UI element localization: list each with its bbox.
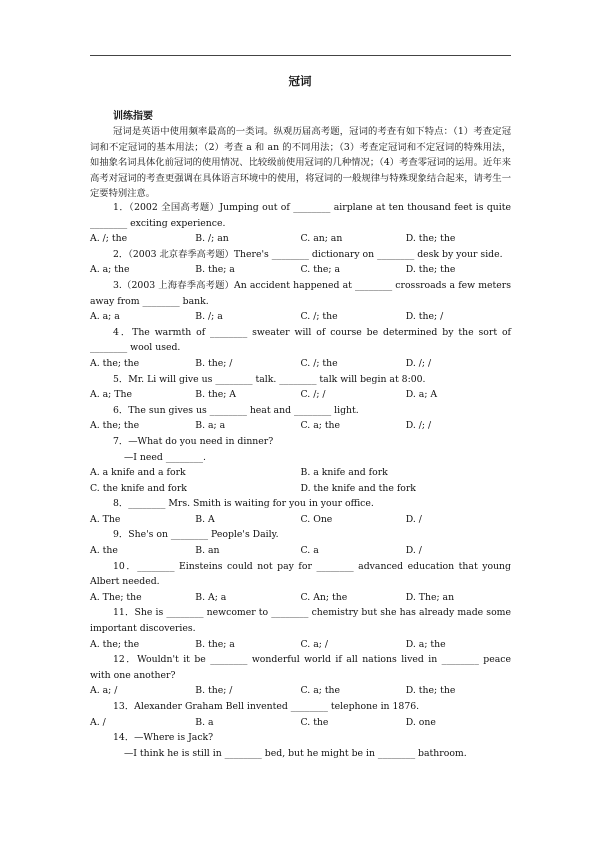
dialog-line: —I need ________. xyxy=(124,451,206,463)
answer-option: B. the; a xyxy=(195,638,235,650)
question-stem: 2．（2003 北京春季高考题）There's ________ dictionary on ________ desk by your side. xyxy=(113,248,503,260)
question-item xyxy=(90,372,511,403)
intro-text: 冠词是英语中使用频率最高的一类词。纵观历届高考题，冠词的考查有如下特点：（1）考查定冠词和不定冠词的基本用法；（2）考查 a 和 an 的不同用法；（3）考查定冠词和不定冠词的特殊用法，如抽象名词具体化前冠词的使用情况、比较级前使用冠词的几种情况；（4）考查零冠词的运用。近年来高考对冠词的考查更强调在具体语言环境中的使用，将冠词的一般规律与特殊现象结合起来，请考生一定要特别注意。 xyxy=(90,126,511,200)
answer-option: A. the; the xyxy=(90,420,140,432)
section-heading: 训练指要 xyxy=(113,111,153,122)
answer-option: C. a; the xyxy=(300,685,341,697)
question-item xyxy=(90,247,511,278)
answer-option: B. a xyxy=(195,716,214,728)
answer-option: A. /; the xyxy=(90,233,128,245)
answer-option: A. a; The xyxy=(90,389,132,401)
intro-paragraph xyxy=(90,124,511,202)
question-item xyxy=(90,730,511,761)
option-row xyxy=(90,683,511,699)
option-row xyxy=(90,465,511,496)
option-row xyxy=(90,387,511,403)
dialog-line: —I think he is still in ________ bed, but he might be in ________ bathroom. xyxy=(124,747,467,759)
answer-option: D. a; the xyxy=(405,638,446,650)
answer-option: A. / xyxy=(90,716,106,728)
question-stem: 4．The warmth of ________ sweater will of course be determined by the sort of ________ wool used. xyxy=(90,326,511,354)
question-item xyxy=(90,699,511,730)
question-stem: 12．Wouldn't it be ________ wonderful world if all nations lived in ________ peace with one another? xyxy=(90,654,511,681)
option-row xyxy=(90,637,511,653)
answer-option: B. a knife and fork xyxy=(300,467,388,479)
question-item xyxy=(90,605,511,652)
question-item xyxy=(90,559,511,606)
question-item xyxy=(90,527,511,558)
answer-option: A. a; / xyxy=(90,685,118,697)
answer-option: C. /; the xyxy=(300,357,338,369)
option-row xyxy=(90,590,511,606)
question-stem: 6．The sun gives us ________ heat and ________ light. xyxy=(113,404,359,416)
answer-option: D. a; A xyxy=(405,389,438,401)
answer-option: B. the; a xyxy=(195,264,235,276)
page-title: 冠词 xyxy=(288,74,312,88)
answer-option: D. /; / xyxy=(405,420,432,432)
question-stem: 13．Alexander Graham Bell invented ________ telephone in 1876. xyxy=(113,701,420,712)
answer-option: D. / xyxy=(405,545,422,557)
answer-option: A. the xyxy=(90,545,118,557)
answer-option: B. A; a xyxy=(195,591,227,603)
answer-option: D. the; / xyxy=(405,311,444,323)
question-item xyxy=(90,403,511,434)
question-item xyxy=(90,278,511,325)
answer-option: D. /; / xyxy=(405,357,432,369)
answer-option: D. the; the xyxy=(405,233,456,245)
answer-option: A. The; the xyxy=(90,591,142,603)
answer-option: C. the xyxy=(300,716,329,728)
answer-option: C. the; a xyxy=(300,264,341,276)
answer-option: B. a; a xyxy=(195,420,226,432)
answer-option: A. the; the xyxy=(90,638,140,650)
answer-option: D. the; the xyxy=(405,685,456,697)
answer-option: A. a knife and a fork xyxy=(90,467,186,479)
answer-option: C. the knife and fork xyxy=(90,482,187,494)
answer-option: C. a; / xyxy=(300,638,328,650)
header-rule xyxy=(90,55,511,56)
answer-option: C. /; the xyxy=(300,311,338,323)
question-stem: 9．She's on ________ People's Daily. xyxy=(113,529,279,541)
question-item xyxy=(90,434,511,496)
answer-option: C. a xyxy=(300,545,319,557)
answer-option: C. a; the xyxy=(300,420,341,432)
question-item xyxy=(90,652,511,699)
answer-option: B. an xyxy=(195,545,220,557)
question-list xyxy=(90,200,511,761)
answer-option: A. a; the xyxy=(90,264,130,276)
option-row xyxy=(90,231,511,247)
option-row xyxy=(90,715,511,731)
option-row xyxy=(90,543,511,559)
question-stem: 14．—Where is Jack? xyxy=(113,732,214,744)
option-row xyxy=(90,262,511,278)
question-item xyxy=(90,200,511,247)
answer-option: D. the; the xyxy=(405,264,456,276)
answer-option: D. The; an xyxy=(405,591,455,603)
answer-option: B. A xyxy=(195,513,215,525)
answer-option: B. /; an xyxy=(195,233,229,245)
answer-option: A. the; the xyxy=(90,357,140,369)
answer-option: C. An; the xyxy=(300,591,348,603)
answer-option: B. the; / xyxy=(195,685,233,697)
option-row xyxy=(90,512,511,528)
answer-option: A. The xyxy=(90,513,121,525)
question-stem: 7．—What do you need in dinner? xyxy=(113,435,274,447)
question-stem: 10．________ Einsteins could not pay for ________ advanced education that young Albert needed. xyxy=(90,560,511,588)
answer-option: C. One xyxy=(300,513,333,525)
answer-option: B. the; / xyxy=(195,357,233,369)
question-stem: 3.（2003 上海春季高考题）An accident happened at ________ crossroads a few meters away from ________ bank. xyxy=(90,279,511,307)
answer-option: B. /; a xyxy=(195,311,223,323)
question-item xyxy=(90,325,511,372)
question-stem: 5．Mr. Li will give us ________ talk. ________ talk will begin at 8:00. xyxy=(113,373,426,385)
answer-option: C. an; an xyxy=(300,233,343,245)
answer-option: D. / xyxy=(405,513,422,525)
answer-option: C. /; / xyxy=(300,389,326,401)
option-row xyxy=(90,309,511,325)
answer-option: B. the; A xyxy=(195,389,237,401)
answer-option: D. one xyxy=(405,716,436,728)
question-item xyxy=(90,496,511,527)
question-stem: 11．She is ________ newcomer to ________ chemistry but she has already made some important discoveries. xyxy=(90,607,511,635)
question-stem: 8．________ Mrs. Smith is waiting for you in your office. xyxy=(113,498,374,510)
option-row xyxy=(90,418,511,434)
answer-option: A. a; a xyxy=(90,311,120,323)
option-row xyxy=(90,356,511,372)
answer-option: D. the knife and the fork xyxy=(300,482,416,494)
question-stem: 1．（2002 全国高考题）Jumping out of ________ airplane at ten thousand feet is quite ________ exciting experience. xyxy=(90,202,511,229)
